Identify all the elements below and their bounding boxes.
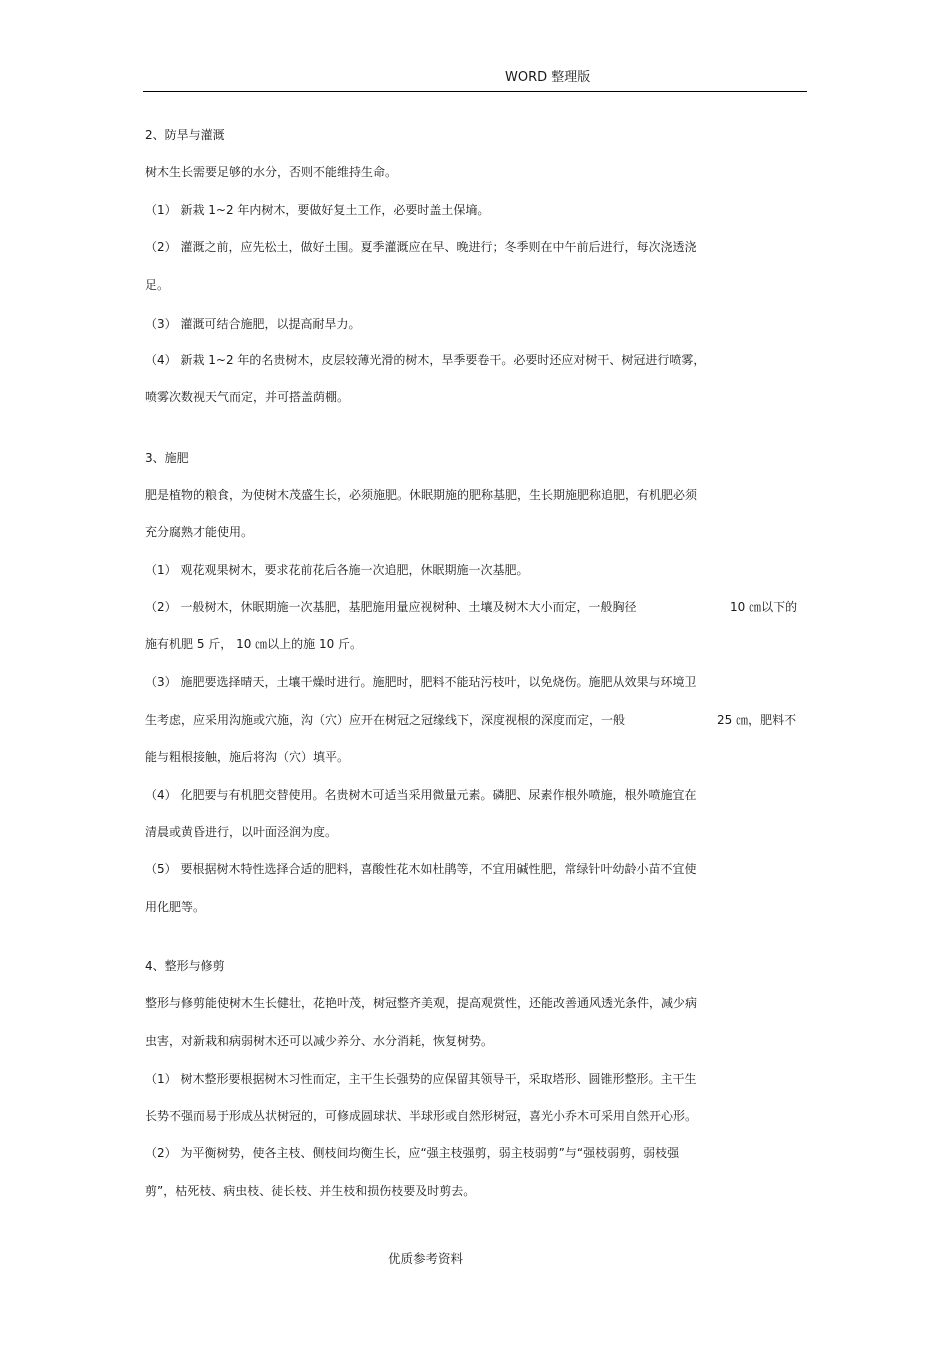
list-item: （2） 灌溉之前，应先松土，做好土围。夏季灌溉应在早、晚进行；冬季则在中午前后进行，每次浇透浇 — [145, 240, 697, 254]
section-heading: 4、整形与修剪 — [145, 959, 225, 973]
list-item-continuation: 用化肥等。 — [145, 900, 206, 914]
list-item-continuation: 清晨或黄昏进行，以叶面泾润为度。 — [145, 825, 338, 839]
list-item: （3） 施肥要选择晴天，土壤干燥时进行。施肥时，肥料不能玷污枝叶，以免烧伤。施肥从效果与环境卫 — [145, 675, 697, 689]
paragraph: 整形与修剪能使树木生长健壮，花艳叶茂，树冠整齐美观，提高观赏性，还能改善通风透光条件，减少病 — [145, 996, 698, 1010]
list-item-continuation: 生考虑，应采用沟施或穴施，沟（穴）应开在树冠之冠缘线下，深度视根的深度而定，一般 — [145, 713, 626, 727]
list-item-continuation: 施有机肥 5 斤， 10 ㎝以上的施 10 斤。 — [145, 637, 363, 651]
list-item-continuation: 足。 — [145, 278, 170, 292]
paragraph-continuation: 虫害，对新栽和病弱树木还可以减少养分、水分消耗，恢复树势。 — [145, 1034, 494, 1048]
list-item-continuation: 喷雾次数视天气而定，并可搭盖荫棚。 — [145, 390, 350, 404]
paragraph: 肥是植物的粮食，为使树木茂盛生长，必须施肥。休眠期施的肥称基肥，生长期施肥称追肥，有机肥必须 — [145, 488, 698, 502]
list-item-continuation: 长势不强而易于形成丛状树冠的，可修成圆球状、半球形或自然形树冠，喜光小乔木可采用自然开心形。 — [145, 1109, 698, 1123]
list-item: （1） 新栽 1~2 年内树木，要做好复土工作，必要时盖土保墒。 — [145, 203, 490, 217]
list-item-tail: 25 ㎝，肥料不 — [717, 713, 797, 727]
list-item: （4） 化肥要与有机肥交替使用。名贵树木可适当采用微量元素。磷肥、尿素作根外喷施，根外喷施宜在 — [145, 788, 697, 802]
list-item: （4） 新栽 1~2 年的名贵树木，皮层较薄光滑的树木，旱季要卷干。必要时还应对树干、树冠进行喷雾， — [145, 353, 706, 367]
list-item: （3） 灌溉可结合施肥，以提高耐旱力。 — [145, 317, 361, 331]
list-item-continuation: 剪”，枯死枝、病虫枝、徒长枝、并生枝和损伤枝要及时剪去。 — [145, 1184, 476, 1198]
header-rule — [143, 91, 807, 92]
list-item: （1） 观花观果树木，要求花前花后各施一次追肥，休眠期施一次基肥。 — [145, 563, 529, 577]
paragraph: 树木生长需要足够的水分，否则不能维持生命。 — [145, 165, 398, 179]
paragraph-continuation: 充分腐熟才能使用。 — [145, 525, 254, 539]
list-item: （2） 一般树木，休眠期施一次基肥，基肥施用量应视树种、土壤及树木大小而定，一般胸径 — [145, 600, 637, 614]
list-item: （1） 树木整形要根据树木习性而定，主干生长强势的应保留其领导干，采取塔形、圆锥形整形。主干生 — [145, 1072, 697, 1086]
section-heading: 2、防旱与灌溉 — [145, 128, 225, 142]
list-item-continuation: 能与粗根接触，施后将沟（穴）填平。 — [145, 750, 350, 764]
list-item-tail: 10 ㎝以下的 — [730, 600, 798, 614]
section-heading: 3、施肥 — [145, 451, 189, 465]
list-item: （2） 为平衡树势，使各主枝、侧枝间均衡生长，应“强主枝强剪，弱主枝弱剪”与“强枝弱剪，弱枝强 — [145, 1146, 680, 1160]
page-footer: 优质参考资料 — [388, 1251, 464, 1266]
header-title: WORD 整理版 — [505, 70, 591, 85]
page-header — [0, 68, 950, 88]
list-item: （5） 要根据树木特性选择合适的肥料，喜酸性花木如杜鹃等，不宜用碱性肥，常绿针叶幼龄小苗不宜使 — [145, 862, 697, 876]
